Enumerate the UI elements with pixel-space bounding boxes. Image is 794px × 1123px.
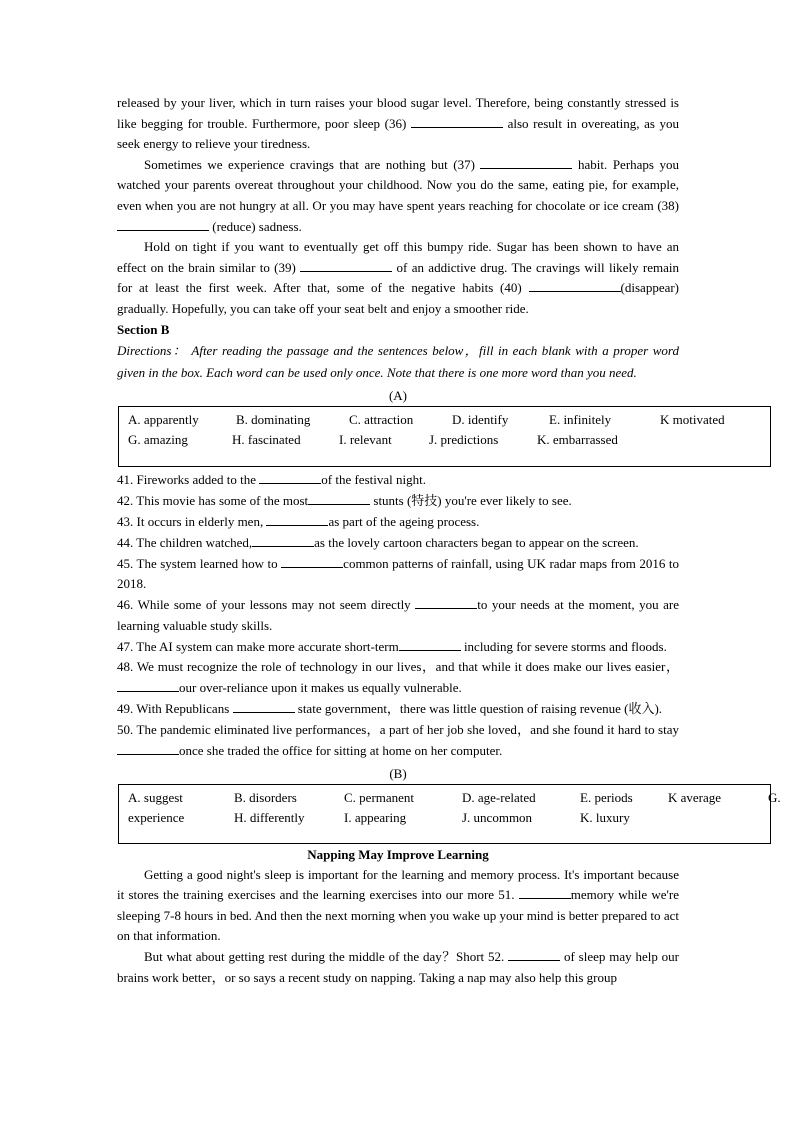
- word-option[interactable]: J. uncommon: [462, 810, 533, 826]
- box-a-label: (A): [388, 388, 408, 404]
- word-option[interactable]: C. permanent: [344, 790, 415, 806]
- question-number: 42.: [117, 493, 134, 509]
- word-option[interactable]: experience: [128, 810, 185, 826]
- blank-41[interactable]: [259, 483, 321, 484]
- question-number: 48.: [117, 659, 134, 675]
- blank-44[interactable]: [252, 546, 314, 547]
- passage-b-paragraph-2: [117, 947, 679, 988]
- question-text-a: While some of your lessons may not seem directly: [137, 597, 411, 613]
- question-41: [117, 470, 679, 491]
- question-text-a: We must recognize the role of technology in our lives，and that while it does make our lives easier，: [136, 659, 679, 675]
- paragraph-2: [117, 155, 679, 237]
- question-text-a: The system learned how to: [136, 555, 278, 571]
- box-b-label: (B): [389, 766, 407, 782]
- section-b-heading: Section B: [117, 321, 170, 337]
- word-option[interactable]: G. amazing: [128, 431, 188, 447]
- blank-45[interactable]: [281, 567, 343, 568]
- word-bank-b-row-1: [119, 788, 781, 808]
- word-bank-a: [118, 406, 771, 467]
- blank-52[interactable]: [508, 960, 560, 961]
- question-number: 41.: [117, 472, 134, 488]
- blank-50[interactable]: [117, 754, 179, 755]
- word-option[interactable]: K. embarrassed: [537, 431, 618, 447]
- directions-label: Directions：: [117, 343, 188, 359]
- blank-38[interactable]: [117, 230, 209, 231]
- question-45: [117, 554, 679, 596]
- word-option[interactable]: G.: [768, 790, 781, 806]
- question-number: 45.: [117, 555, 134, 571]
- word-option[interactable]: K. luxury: [580, 810, 630, 826]
- paragraph-2-text-b: habit. Perhaps you watched your parents overeat throughout your childhood. Now you do the same, eating pie, for example, even when you are not hungry at all. Or you may have spent years reaching for chocolate or ice cream (38): [117, 156, 680, 213]
- passage-b-text-d: of sleep may help our brains work better，or so says a recent study on napping. Taking a nap may also help this group: [117, 949, 680, 985]
- question-47: [117, 637, 679, 658]
- blank-36[interactable]: [411, 127, 503, 128]
- blank-48[interactable]: [117, 691, 179, 692]
- paragraph-3-text-a: Hold on tight if you want to eventually get off this bumpy ride. Sugar has been shown to have an effect on the brain similar to (39): [117, 239, 679, 275]
- word-option[interactable]: J. predictions: [429, 431, 499, 447]
- question-number: 43.: [117, 513, 134, 529]
- word-option[interactable]: K average: [668, 790, 722, 806]
- paragraph-1: [117, 93, 679, 155]
- question-text-b: including for severe storms and floods.: [463, 638, 667, 654]
- question-text-b: common patterns of rainfall, using UK radar maps from 2016 to 2018.: [117, 555, 680, 592]
- question-number: 49.: [117, 701, 134, 717]
- question-49: [117, 699, 679, 720]
- question-text-b: as part of the ageing process.: [328, 513, 480, 529]
- question-number: 44.: [117, 534, 134, 550]
- question-text-a: The children watched,: [136, 534, 253, 550]
- word-option[interactable]: B. disorders: [234, 790, 297, 806]
- word-option[interactable]: A. apparently: [128, 412, 199, 428]
- word-option[interactable]: H. differently: [234, 810, 305, 826]
- word-option[interactable]: E. infinitely: [549, 412, 612, 428]
- question-text-b: of the festival night.: [321, 472, 426, 488]
- paragraph-1-text-a: released by your liver, which in turn raises your blood sugar level. Therefore, being constantly stressed is like begging for trouble. Furthermore, poor sleep (36): [117, 95, 679, 131]
- paragraph-2-text-a: Sometimes we experience cravings that are nothing but (37): [144, 156, 475, 172]
- document-content: [117, 93, 781, 988]
- question-text-a: Fireworks added to the: [136, 472, 257, 488]
- paragraph-3: [117, 237, 679, 319]
- question-text-a: This movie has some of the most: [136, 493, 309, 509]
- question-text-b: once she traded the office for sitting at home on her computer.: [179, 742, 503, 758]
- word-option[interactable]: D. identify: [452, 412, 509, 428]
- question-text-b: as the lovely cartoon characters began to appear on the screen.: [314, 534, 639, 550]
- question-text-b: stunts (特技) you're ever likely to see.: [373, 493, 572, 509]
- paragraph-1-text-b: also result in overeating, as you seek energy to relieve your tiredness.: [117, 115, 680, 152]
- word-option[interactable]: B. dominating: [236, 412, 311, 428]
- blank-40[interactable]: [529, 291, 621, 292]
- paragraph-2-text-c: (reduce) sadness.: [212, 218, 302, 234]
- blank-46[interactable]: [415, 608, 477, 609]
- question-44: [117, 533, 679, 554]
- question-text-b: state government，there was little question of raising revenue (收入).: [297, 701, 663, 717]
- directions: [117, 340, 679, 383]
- directions-text: After reading the passage and the sentences below，fill in each blank with a proper word given in the box. Each word can be used only once. Note that there is one more word than you need.: [117, 343, 680, 380]
- word-option[interactable]: D. age-related: [462, 790, 536, 806]
- passage-b-title: Napping May Improve Learning: [307, 846, 489, 862]
- word-bank-a-row-2: [119, 430, 770, 450]
- question-42: [117, 491, 679, 512]
- word-option[interactable]: E. periods: [580, 790, 633, 806]
- question-number: 47.: [117, 638, 134, 654]
- question-text-a: The AI system can make more accurate short-term: [136, 638, 399, 654]
- question-48: [117, 657, 679, 699]
- blank-47[interactable]: [399, 650, 461, 651]
- question-46: [117, 595, 679, 637]
- question-text-a: The pandemic eliminated live performances，a part of her job she loved，and she found it hard to stay: [136, 721, 679, 737]
- blank-51[interactable]: [519, 898, 571, 899]
- blank-37[interactable]: [480, 168, 572, 169]
- question-50: [117, 720, 679, 762]
- word-option[interactable]: I. relevant: [339, 431, 392, 447]
- word-option[interactable]: C. attraction: [349, 412, 414, 428]
- word-option[interactable]: A. suggest: [128, 790, 183, 806]
- paragraph-3-text-b: of an addictive drug. The cravings will likely remain for at least the first week. After that, some of the negative habits (40): [117, 259, 679, 296]
- question-text-b: our over-reliance upon it makes us equally vulnerable.: [179, 680, 462, 696]
- word-option[interactable]: K motivated: [660, 412, 725, 428]
- passage-b-text-c: But what about getting rest during the middle of the day？Short 52.: [144, 949, 505, 965]
- word-bank-a-row-1: [119, 410, 770, 430]
- paragraph-3-text-c: (disappear) gradually. Hopefully, you can take off your seat belt and enjoy a smoother ride.: [117, 280, 680, 316]
- word-bank-b-row-2: [119, 808, 770, 828]
- question-number: 50.: [117, 721, 134, 737]
- question-text-a: It occurs in elderly men,: [136, 513, 264, 529]
- question-text-a: With Republicans: [136, 701, 230, 717]
- blank-39[interactable]: [300, 271, 392, 272]
- passage-b-paragraph-1: [117, 865, 679, 947]
- blank-49[interactable]: [233, 712, 295, 713]
- word-option[interactable]: H. fascinated: [232, 431, 301, 447]
- word-option[interactable]: I. appearing: [344, 810, 407, 826]
- blank-42[interactable]: [308, 504, 370, 505]
- question-text-b: to your needs at the moment, you are learning valuable study skills.: [117, 597, 680, 633]
- passage-b-text-b: memory while we're sleeping 7-8 hours in bed. And then the next morning when you wake up your mind is better prepared to act on that information.: [117, 887, 679, 944]
- question-43: [117, 512, 679, 533]
- word-bank-b: [118, 784, 781, 843]
- passage-b-text-a: Getting a good night's sleep is important for the learning and memory process. It's important because it stores the training exercises and the learning exercises into our more 51.: [117, 866, 679, 903]
- question-number: 46.: [117, 597, 134, 613]
- blank-43[interactable]: [266, 525, 328, 526]
